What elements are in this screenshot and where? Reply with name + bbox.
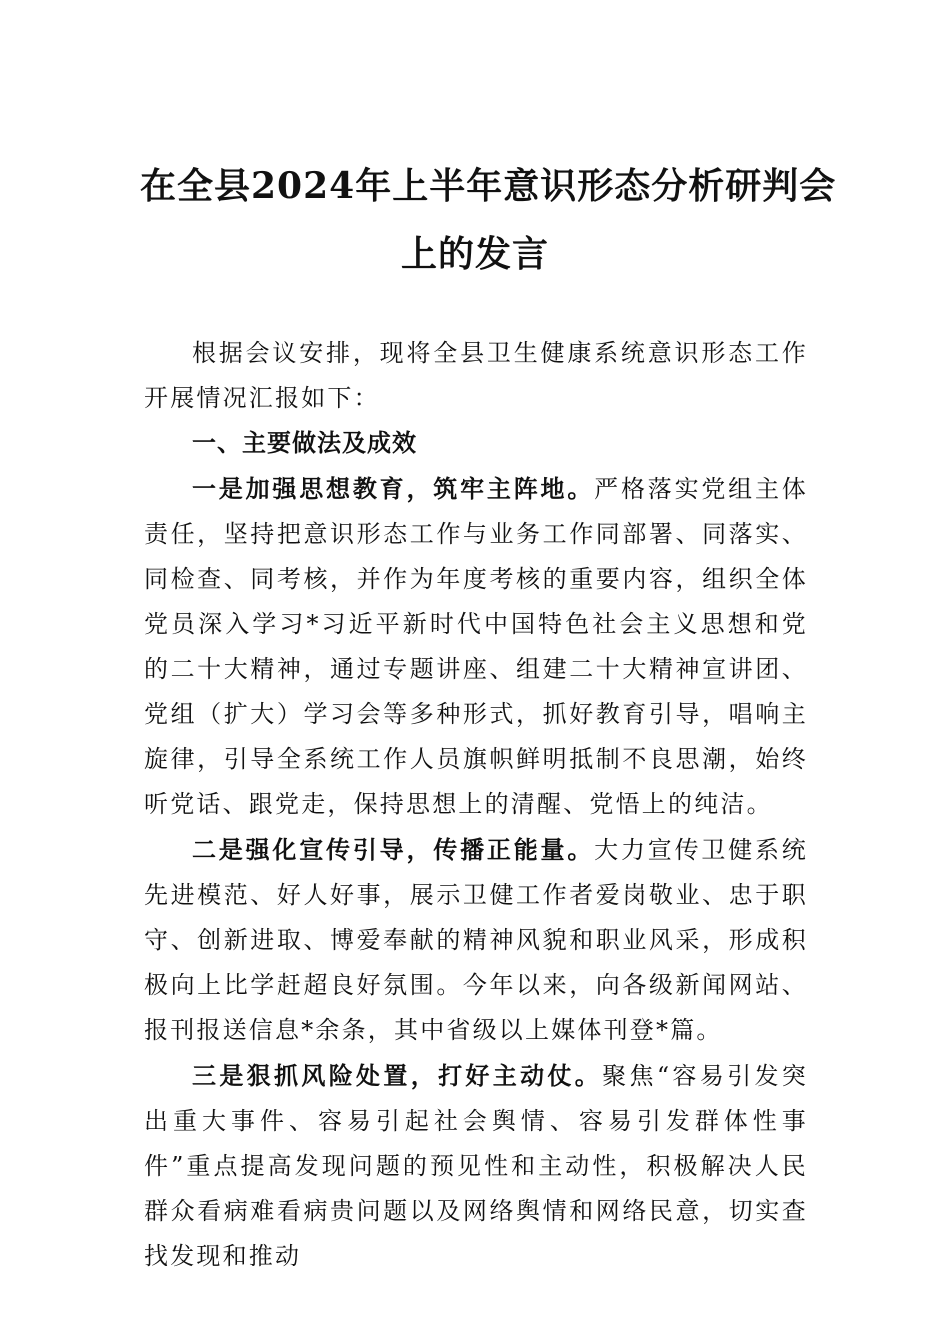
item-text-2: 大力宣传卫健系统先进模范、好人好事，展示卫健工作者爱岗敬业、忠于职守、创新进取、博爱奉献的精神风貌和职业风采，形成积极向上比学赶超良好氛围。今年以来，向各级新闻网站、报刊报送信息*余条，其中省级以上媒体刊登*篇。	[144, 836, 809, 1044]
section-heading: 一、主要做法及成效	[192, 429, 417, 457]
item-text-1: 严格落实党组主体责任，坚持把意识形态工作与业务工作同部署、同落实、同检查、同考核，并作为年度考核的重要内容，组织全体党员深入学习*习近平新时代中国特色社会主义思想和党的二十大精神，通过专题讲座、组建二十大精神宣讲团、党组（扩大）学习会等多种形式，抓好教育引导，唱响主旋律，引导全系统工作人员旗帜鲜明抵制不良思潮，始终听党话、跟党走，保持思想上的清醒、党悟上的纯洁。	[144, 475, 809, 818]
item-text-3: 聚焦“容易引发突出重大事件、容易引起社会舆情、容易引发群体性事件”重点提高发现问题的预见性和主动性，积极解决人民群众看病难看病贵问题以及网络舆情和网络民意，切实查找发现和推动	[144, 1062, 809, 1270]
document-body	[144, 331, 808, 1279]
item-lead-1: 一是加强思想教育，筑牢主阵地。	[192, 474, 595, 503]
document-title-line-1: 在全县2024年上半年意识形态分析研判会	[140, 165, 837, 207]
item-paragraph-2	[144, 827, 808, 1053]
item-paragraph-1	[144, 466, 808, 827]
item-lead-3: 三是狠抓风险处置，打好主动仗。	[192, 1061, 603, 1090]
item-lead-2: 二是强化宣传引导，传播正能量。	[192, 835, 595, 864]
item-paragraph-3	[144, 1053, 808, 1279]
document-title-line-2: 上的发言	[400, 233, 549, 275]
intro-paragraph: 根据会议安排，现将全县卫生健康系统意识形态工作开展情况汇报如下：	[144, 339, 808, 412]
